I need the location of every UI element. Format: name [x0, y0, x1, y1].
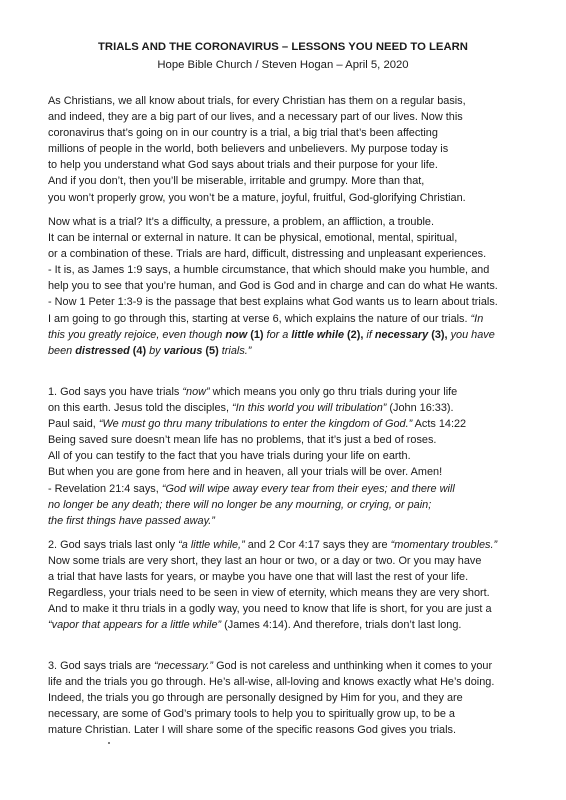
text-line — [48, 157, 543, 173]
text-line — [48, 569, 543, 585]
text-run: and 2 Cor 4:17 says they are — [244, 539, 391, 551]
text-run: now — [225, 328, 248, 341]
paragraph-3 — [48, 384, 543, 529]
text-line — [48, 690, 543, 706]
text-line — [48, 448, 543, 464]
paragraph-2 — [48, 214, 543, 359]
text-run: But when you are gone from here and in heaven, all your trials will be over. Amen! — [48, 466, 443, 479]
text-run: mature Christian. Later I will share some of the specific reasons God gives you trials. — [48, 724, 456, 737]
text-run: Regardless, your trials need to be seen in view of eternity, which means they are very short. — [48, 587, 490, 600]
text-run: “In this world you will tribulation” — [232, 402, 387, 415]
text-run: (James 4:14). And therefore, trials don’t last long. — [221, 619, 462, 632]
text-run: you have — [450, 328, 495, 341]
text-line — [48, 497, 543, 513]
text-run: And if you don’t, then you’ll be miserable, irritable and grumpy. More than that, — [48, 175, 425, 188]
text-run: (2), — [344, 328, 367, 341]
text-run: - Now 1 Peter 1:3-9 is the passage that best explains what God wants us to learn about trials. — [48, 296, 498, 309]
text-run: Now what is a trial? It’s a difficulty, a pressure, a problem, an affliction, a trouble. — [48, 216, 434, 228]
text-run: life and the trials you go through. He’s all-wise, all-loving and knows exactly what He’s doing. — [48, 676, 495, 689]
text-line — [48, 416, 543, 432]
text-run: no longer be any death; there will no longer be any mourning, or crying, or pain; — [48, 498, 432, 511]
sermon-byline: Hope Bible Church / Steven Hogan – April 5, 2020 — [157, 59, 409, 71]
text-run: (John 16:33). — [386, 402, 454, 415]
text-run: It can be internal or external in nature. It can be physical, emotional, mental, spiritual, — [48, 232, 458, 245]
text-run: (3), — [428, 328, 451, 341]
text-line — [48, 537, 543, 553]
text-run: distressed — [75, 344, 130, 357]
text-line — [48, 294, 543, 310]
text-line — [48, 481, 543, 497]
text-line — [48, 141, 543, 157]
text-run: 3. God says trials are — [48, 660, 154, 672]
scan-speck — [108, 742, 110, 744]
text-line — [48, 327, 543, 343]
text-run: the first things have passed away.” — [48, 514, 215, 527]
text-run: little while — [291, 328, 345, 341]
text-line — [48, 553, 543, 569]
text-run: - It is, as James 1:9 says, a humble circumstance, that which should make you humble, and — [48, 264, 490, 277]
text-line — [48, 230, 543, 246]
text-run: been — [48, 344, 76, 357]
text-run: Being saved sure doesn’t mean life has no problems, that it’s just a bed of roses. — [48, 434, 437, 447]
text-run: “momentary troubles.” — [390, 539, 498, 551]
text-line — [48, 190, 543, 206]
text-run: And to make it thru trials in a godly way, you need to know that life is short, for you are just a — [48, 603, 492, 616]
text-run: As Christians, we all know about trials, for every Christian has them on a regular basis, — [48, 95, 466, 107]
text-run: to help you understand what God says about trials and their purpose for your life. — [48, 159, 438, 172]
text-line — [48, 214, 543, 230]
text-run: I am going to go through this, starting at verse 6, which explains the nature of our trials. — [48, 312, 471, 325]
text-run: you won’t properly grow, you won’t be a mature, joyful, fruitful, God-glorifying Christian. — [48, 191, 466, 204]
text-line — [48, 262, 543, 278]
text-line — [48, 706, 543, 722]
text-run: and indeed, they are a big part of our lives, and a necessary part of our lives. Now this — [48, 111, 463, 124]
paragraph-1 — [48, 93, 543, 206]
text-run: All of you can testify to the fact that you have trials during your life on earth. — [48, 450, 411, 463]
text-line — [48, 384, 543, 400]
text-line — [48, 722, 543, 738]
text-run: “vapor that appears for a little while” — [48, 619, 222, 632]
text-run: by — [149, 344, 164, 357]
text-run: necessary, are some of God’s primary tools to help you to spiritually grow up, to be a — [48, 708, 455, 721]
text-run: “necessary.” — [153, 660, 214, 672]
text-line — [48, 278, 543, 294]
text-run: which means you only go thru trials during your life — [209, 386, 458, 398]
text-line — [48, 400, 543, 416]
text-run: trials.” — [221, 344, 252, 357]
text-run: this you greatly rejoice, even though — [48, 328, 226, 341]
text-run: God is not careless and unthinking when it comes to your — [213, 660, 493, 672]
text-line — [48, 93, 543, 109]
text-run: on this earth. Jesus told the disciples, — [48, 402, 233, 415]
text-line — [48, 464, 543, 480]
text-run: (1) — [247, 328, 267, 341]
text-line — [48, 246, 543, 262]
text-line — [48, 125, 543, 141]
text-line — [48, 432, 543, 448]
text-line — [48, 585, 543, 601]
text-run: necessary — [374, 328, 429, 341]
text-run: Indeed, the trials you go through are personally designed by Him for you, and they are — [48, 692, 463, 705]
paragraph-5 — [48, 658, 543, 738]
text-run: “a little while,” — [178, 539, 245, 551]
text-run: for a — [266, 328, 292, 341]
text-run: Paul said, — [48, 418, 99, 431]
text-run: help you to see that you’re human, and God is God and in charge and can do what He wants. — [48, 280, 498, 293]
text-line — [48, 617, 543, 633]
text-run: “In — [470, 312, 484, 325]
text-line — [48, 343, 543, 359]
text-run: (4) — [129, 344, 150, 357]
text-run: - Revelation 21:4 says, — [48, 482, 162, 495]
sermon-title: TRIALS AND THE CORONAVIRUS – LESSONS YOU NEED TO LEARN — [98, 41, 468, 53]
text-run: a trial that have lasts for years, or maybe you have one that will last the rest of your life. — [48, 571, 469, 584]
text-run: if — [366, 328, 375, 341]
text-run: 2. God says trials last only — [48, 539, 179, 551]
text-line — [48, 109, 543, 125]
text-line — [48, 601, 543, 617]
text-run: Now some trials are very short, they last an hour or two, or a day or two. Or you may have — [48, 555, 482, 568]
text-line — [48, 513, 543, 529]
text-run: millions of people in the world, both believers and unbelievers. My purpose today is — [48, 143, 449, 156]
text-run: various — [163, 344, 203, 357]
text-run: “now” — [182, 386, 210, 398]
text-run: “We must go thru many tribulations to enter the kingdom of God.” — [98, 418, 413, 431]
text-line — [48, 658, 543, 674]
text-run: “God will wipe away every tear from their eyes; and there will — [161, 482, 455, 495]
text-line — [48, 674, 543, 690]
text-run: or a combination of these. Trials are hard, difficult, distressing and unpleasant experiences. — [48, 248, 487, 261]
paragraph-4 — [48, 537, 543, 634]
text-line — [48, 311, 543, 327]
text-run: coronavirus that’s going on in our country is a trial, a big trial that’s been affecting — [48, 127, 438, 140]
text-run: Acts 14:22 — [412, 418, 467, 431]
text-run: 1. God says you have trials — [48, 386, 183, 398]
text-run: (5) — [202, 344, 222, 357]
text-line — [48, 173, 543, 189]
